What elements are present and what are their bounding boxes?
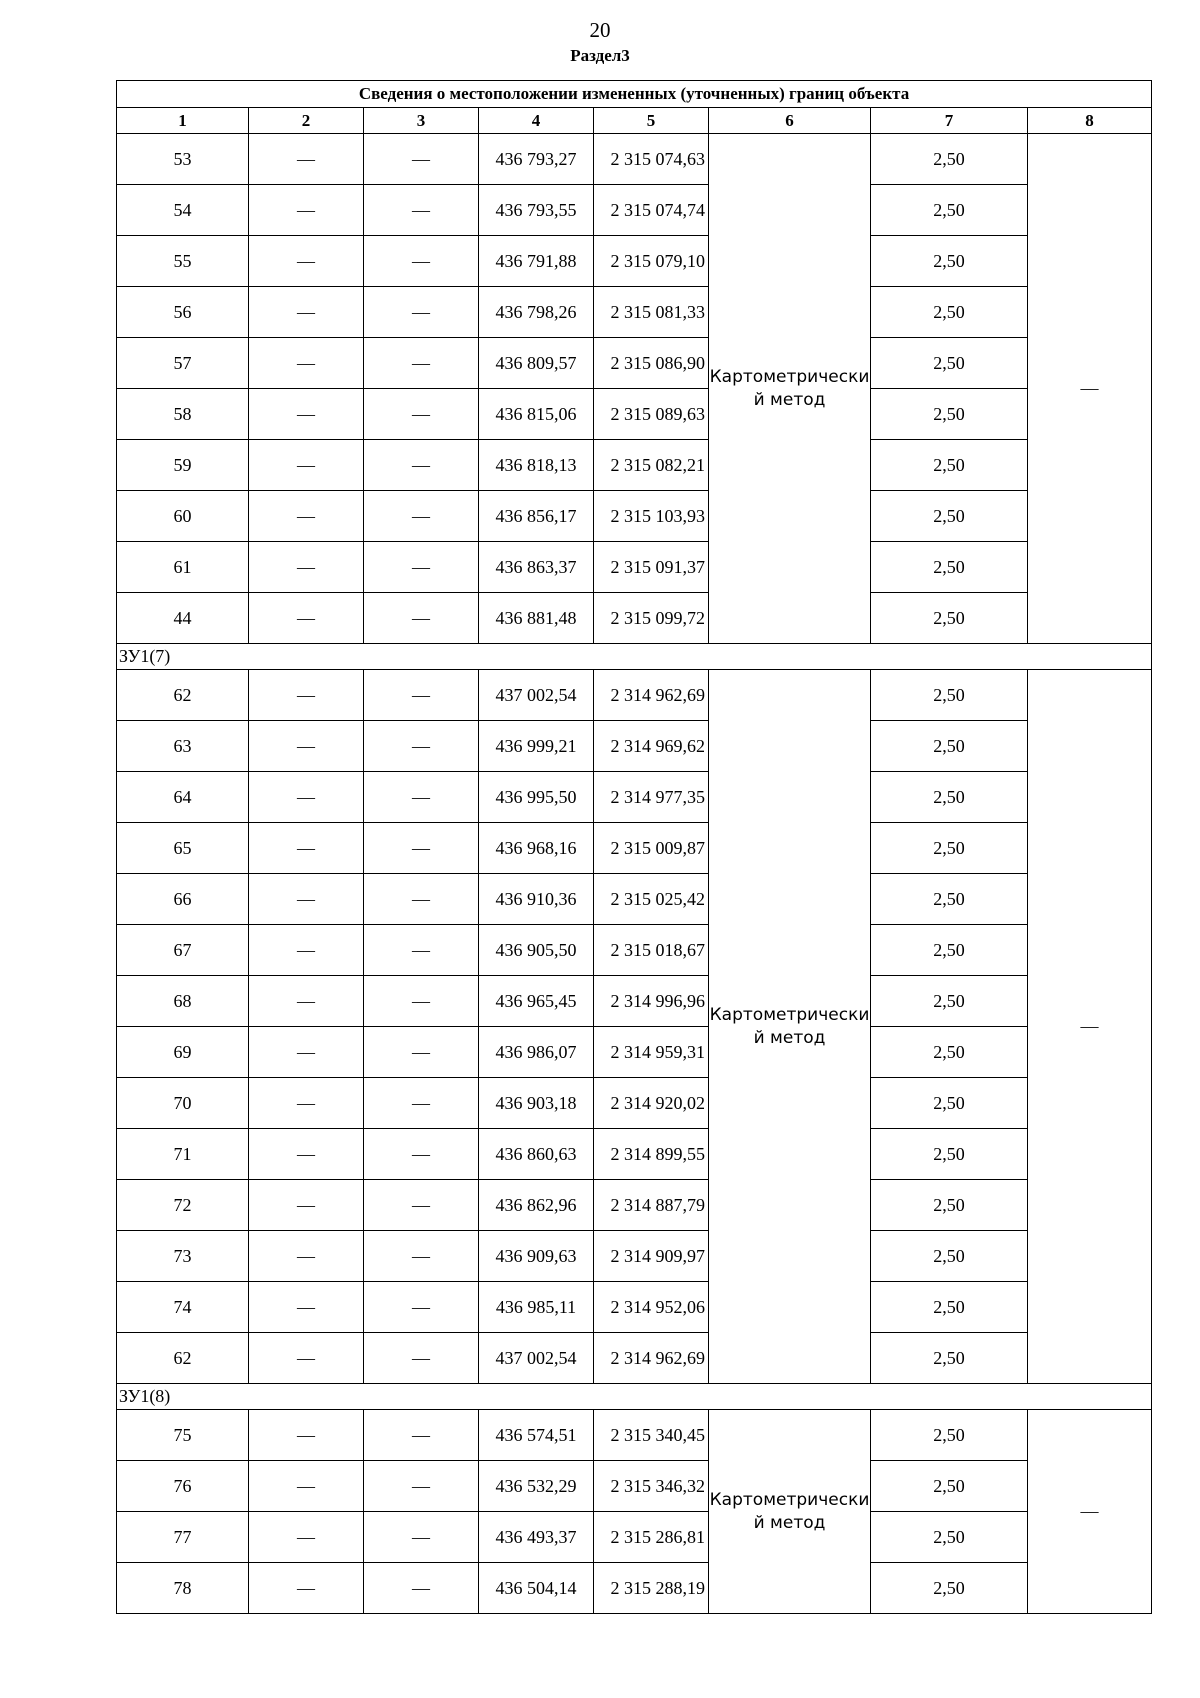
accuracy-value: 2,50 xyxy=(871,1333,1028,1384)
col2-dash: — xyxy=(249,389,364,440)
col2-dash: — xyxy=(249,491,364,542)
coordinate-x: 436 986,07 xyxy=(479,1027,594,1078)
coordinate-y: 2 315 288,19 xyxy=(594,1563,709,1614)
col3-dash: — xyxy=(364,389,479,440)
accuracy-value: 2,50 xyxy=(871,1563,1028,1614)
group-label-row xyxy=(117,1384,1152,1410)
coordinate-x: 436 862,96 xyxy=(479,1180,594,1231)
accuracy-value: 2,50 xyxy=(871,925,1028,976)
col3-dash: — xyxy=(364,440,479,491)
column-number-header: 8 xyxy=(1028,108,1152,134)
point-number: 61 xyxy=(117,542,249,593)
col2-dash: — xyxy=(249,1333,364,1384)
table-title: Сведения о местоположении измененных (уточненных) границ объекта xyxy=(117,81,1152,108)
col3-dash: — xyxy=(364,874,479,925)
group-label: ЗУ1(8) xyxy=(117,1384,1152,1410)
col2-dash: — xyxy=(249,593,364,644)
col2-dash: — xyxy=(249,338,364,389)
accuracy-value: 2,50 xyxy=(871,440,1028,491)
table-row xyxy=(117,1282,1152,1333)
coordinate-y: 2 315 079,10 xyxy=(594,236,709,287)
accuracy-value: 2,50 xyxy=(871,134,1028,185)
col3-dash: — xyxy=(364,1231,479,1282)
page-number: 20 xyxy=(589,18,611,42)
table-row xyxy=(117,236,1152,287)
coordinate-y: 2 314 909,97 xyxy=(594,1231,709,1282)
point-number: 72 xyxy=(117,1180,249,1231)
col2-dash: — xyxy=(249,236,364,287)
coordinate-y: 2 315 074,63 xyxy=(594,134,709,185)
column-number-header: 4 xyxy=(479,108,594,134)
point-number: 44 xyxy=(117,593,249,644)
accuracy-value: 2,50 xyxy=(871,338,1028,389)
col3-dash: — xyxy=(364,721,479,772)
table-row xyxy=(117,772,1152,823)
coordinate-x: 436 791,88 xyxy=(479,236,594,287)
section-title: Раздел3 xyxy=(570,46,630,65)
coordinate-y: 2 314 920,02 xyxy=(594,1078,709,1129)
coordinate-x: 436 809,57 xyxy=(479,338,594,389)
coordinate-x: 436 881,48 xyxy=(479,593,594,644)
table-row xyxy=(117,440,1152,491)
table-row xyxy=(117,925,1152,976)
col2-dash: — xyxy=(249,1282,364,1333)
table-row xyxy=(117,542,1152,593)
col2-dash: — xyxy=(249,1512,364,1563)
col3-dash: — xyxy=(364,185,479,236)
point-number: 62 xyxy=(117,670,249,721)
col3-dash: — xyxy=(364,1078,479,1129)
col2-dash: — xyxy=(249,1129,364,1180)
col2-dash: — xyxy=(249,1078,364,1129)
coordinate-y: 2 315 081,33 xyxy=(594,287,709,338)
point-number: 69 xyxy=(117,1027,249,1078)
coordinate-y: 2 315 074,74 xyxy=(594,185,709,236)
col3-dash: — xyxy=(364,1129,479,1180)
table-row xyxy=(117,976,1152,1027)
col3-dash: — xyxy=(364,823,479,874)
table-row xyxy=(117,389,1152,440)
point-number: 60 xyxy=(117,491,249,542)
coordinate-x: 436 815,06 xyxy=(479,389,594,440)
point-number: 65 xyxy=(117,823,249,874)
table-row xyxy=(117,338,1152,389)
coordinate-x: 436 965,45 xyxy=(479,976,594,1027)
point-number: 75 xyxy=(117,1410,249,1461)
point-number: 55 xyxy=(117,236,249,287)
accuracy-value: 2,50 xyxy=(871,236,1028,287)
coordinate-y: 2 315 103,93 xyxy=(594,491,709,542)
accuracy-value: 2,50 xyxy=(871,1512,1028,1563)
method-cell: Картометрически й метод xyxy=(709,1410,871,1614)
table-row xyxy=(117,1512,1152,1563)
coordinate-y: 2 314 899,55 xyxy=(594,1129,709,1180)
point-number: 54 xyxy=(117,185,249,236)
table-row xyxy=(117,670,1152,721)
accuracy-value: 2,50 xyxy=(871,1078,1028,1129)
col2-dash: — xyxy=(249,772,364,823)
coordinate-x: 436 909,63 xyxy=(479,1231,594,1282)
point-number: 74 xyxy=(117,1282,249,1333)
coordinate-y: 2 315 091,37 xyxy=(594,542,709,593)
point-number: 56 xyxy=(117,287,249,338)
coordinate-x: 437 002,54 xyxy=(479,1333,594,1384)
point-number: 53 xyxy=(117,134,249,185)
accuracy-value: 2,50 xyxy=(871,772,1028,823)
coordinate-y: 2 315 086,90 xyxy=(594,338,709,389)
coordinate-y: 2 314 887,79 xyxy=(594,1180,709,1231)
col3-dash: — xyxy=(364,976,479,1027)
col2-dash: — xyxy=(249,287,364,338)
accuracy-value: 2,50 xyxy=(871,670,1028,721)
col2-dash: — xyxy=(249,1231,364,1282)
col2-dash: — xyxy=(249,976,364,1027)
table-row xyxy=(117,1231,1152,1282)
point-number: 66 xyxy=(117,874,249,925)
accuracy-value: 2,50 xyxy=(871,185,1028,236)
col3-dash: — xyxy=(364,338,479,389)
coordinate-x: 436 905,50 xyxy=(479,925,594,976)
table-row xyxy=(117,185,1152,236)
point-number: 59 xyxy=(117,440,249,491)
column-number-header: 3 xyxy=(364,108,479,134)
col2-dash: — xyxy=(249,1461,364,1512)
accuracy-value: 2,50 xyxy=(871,1410,1028,1461)
coordinate-x: 436 863,37 xyxy=(479,542,594,593)
coordinate-y: 2 315 286,81 xyxy=(594,1512,709,1563)
coordinate-x: 436 818,13 xyxy=(479,440,594,491)
table-row xyxy=(117,1461,1152,1512)
coordinate-x: 436 985,11 xyxy=(479,1282,594,1333)
coordinate-x: 436 995,50 xyxy=(479,772,594,823)
accuracy-value: 2,50 xyxy=(871,1027,1028,1078)
column-number-header: 6 xyxy=(709,108,871,134)
coordinate-y: 2 314 977,35 xyxy=(594,772,709,823)
col2-dash: — xyxy=(249,440,364,491)
table-row xyxy=(117,721,1152,772)
coordinate-x: 436 999,21 xyxy=(479,721,594,772)
col2-dash: — xyxy=(249,134,364,185)
group-label-row xyxy=(117,644,1152,670)
coordinate-x: 436 793,55 xyxy=(479,185,594,236)
table-row xyxy=(117,593,1152,644)
table-row xyxy=(117,491,1152,542)
col3-dash: — xyxy=(364,287,479,338)
col2-dash: — xyxy=(249,1027,364,1078)
group-label: ЗУ1(7) xyxy=(117,644,1152,670)
col2-dash: — xyxy=(249,1410,364,1461)
table-row xyxy=(117,874,1152,925)
table-row xyxy=(117,1180,1152,1231)
col3-dash: — xyxy=(364,1282,479,1333)
col3-dash: — xyxy=(364,1512,479,1563)
coordinate-y: 2 314 962,69 xyxy=(594,670,709,721)
table-row xyxy=(117,287,1152,338)
point-number: 76 xyxy=(117,1461,249,1512)
col2-dash: — xyxy=(249,1563,364,1614)
col2-dash: — xyxy=(249,925,364,976)
coordinate-y: 2 315 089,63 xyxy=(594,389,709,440)
method-cell: Картометрически й метод xyxy=(709,670,871,1384)
col3-dash: — xyxy=(364,593,479,644)
coordinate-y: 2 315 025,42 xyxy=(594,874,709,925)
col3-dash: — xyxy=(364,134,479,185)
coordinate-x: 436 493,37 xyxy=(479,1512,594,1563)
col2-dash: — xyxy=(249,542,364,593)
col2-dash: — xyxy=(249,823,364,874)
col8-dash: — xyxy=(1028,1410,1152,1614)
accuracy-value: 2,50 xyxy=(871,389,1028,440)
table-row xyxy=(117,134,1152,185)
coordinate-y: 2 315 009,87 xyxy=(594,823,709,874)
col2-dash: — xyxy=(249,874,364,925)
point-number: 73 xyxy=(117,1231,249,1282)
col3-dash: — xyxy=(364,1180,479,1231)
accuracy-value: 2,50 xyxy=(871,542,1028,593)
col3-dash: — xyxy=(364,1461,479,1512)
point-number: 70 xyxy=(117,1078,249,1129)
point-number: 67 xyxy=(117,925,249,976)
accuracy-value: 2,50 xyxy=(871,874,1028,925)
point-number: 78 xyxy=(117,1563,249,1614)
col2-dash: — xyxy=(249,1180,364,1231)
col3-dash: — xyxy=(364,1410,479,1461)
coordinate-x: 436 504,14 xyxy=(479,1563,594,1614)
coordinate-y: 2 314 969,62 xyxy=(594,721,709,772)
coordinate-y: 2 314 959,31 xyxy=(594,1027,709,1078)
column-number-header: 5 xyxy=(594,108,709,134)
col8-dash: — xyxy=(1028,670,1152,1384)
coordinate-y: 2 315 340,45 xyxy=(594,1410,709,1461)
table-row xyxy=(117,1078,1152,1129)
coordinate-x: 437 002,54 xyxy=(479,670,594,721)
point-number: 62 xyxy=(117,1333,249,1384)
accuracy-value: 2,50 xyxy=(871,593,1028,644)
col3-dash: — xyxy=(364,236,479,287)
col2-dash: — xyxy=(249,721,364,772)
col2-dash: — xyxy=(249,670,364,721)
accuracy-value: 2,50 xyxy=(871,823,1028,874)
table-row xyxy=(117,1129,1152,1180)
col3-dash: — xyxy=(364,670,479,721)
coordinate-x: 436 532,29 xyxy=(479,1461,594,1512)
table-row xyxy=(117,1027,1152,1078)
accuracy-value: 2,50 xyxy=(871,721,1028,772)
point-number: 77 xyxy=(117,1512,249,1563)
coordinate-x: 436 860,63 xyxy=(479,1129,594,1180)
coordinate-x: 436 968,16 xyxy=(479,823,594,874)
col3-dash: — xyxy=(364,772,479,823)
coordinate-y: 2 314 962,69 xyxy=(594,1333,709,1384)
point-number: 58 xyxy=(117,389,249,440)
column-number-header: 2 xyxy=(249,108,364,134)
coordinate-y: 2 315 082,21 xyxy=(594,440,709,491)
coordinate-x: 436 798,26 xyxy=(479,287,594,338)
col3-dash: — xyxy=(364,542,479,593)
point-number: 63 xyxy=(117,721,249,772)
point-number: 71 xyxy=(117,1129,249,1180)
table-row xyxy=(117,1410,1152,1461)
coordinate-y: 2 315 346,32 xyxy=(594,1461,709,1512)
accuracy-value: 2,50 xyxy=(871,1282,1028,1333)
col3-dash: — xyxy=(364,1563,479,1614)
coordinate-y: 2 314 952,06 xyxy=(594,1282,709,1333)
coordinate-x: 436 856,17 xyxy=(479,491,594,542)
coordinate-y: 2 315 018,67 xyxy=(594,925,709,976)
table-row xyxy=(117,1563,1152,1614)
coordinate-x: 436 793,27 xyxy=(479,134,594,185)
column-number-header: 1 xyxy=(117,108,249,134)
accuracy-value: 2,50 xyxy=(871,491,1028,542)
accuracy-value: 2,50 xyxy=(871,287,1028,338)
coordinate-x: 436 910,36 xyxy=(479,874,594,925)
accuracy-value: 2,50 xyxy=(871,1129,1028,1180)
coordinate-y: 2 315 099,72 xyxy=(594,593,709,644)
coordinate-y: 2 314 996,96 xyxy=(594,976,709,1027)
point-number: 57 xyxy=(117,338,249,389)
accuracy-value: 2,50 xyxy=(871,976,1028,1027)
col3-dash: — xyxy=(364,925,479,976)
coordinate-x: 436 574,51 xyxy=(479,1410,594,1461)
col3-dash: — xyxy=(364,1333,479,1384)
method-cell: Картометрически й метод xyxy=(709,134,871,644)
accuracy-value: 2,50 xyxy=(871,1231,1028,1282)
table-row xyxy=(117,1333,1152,1384)
table-row xyxy=(117,823,1152,874)
column-number-header: 7 xyxy=(871,108,1028,134)
col2-dash: — xyxy=(249,185,364,236)
table-body xyxy=(117,134,1152,1614)
accuracy-value: 2,50 xyxy=(871,1461,1028,1512)
col8-dash: — xyxy=(1028,134,1152,644)
point-number: 68 xyxy=(117,976,249,1027)
col3-dash: — xyxy=(364,491,479,542)
col3-dash: — xyxy=(364,1027,479,1078)
coordinate-x: 436 903,18 xyxy=(479,1078,594,1129)
point-number: 64 xyxy=(117,772,249,823)
boundary-coordinates-table xyxy=(116,80,1152,1614)
accuracy-value: 2,50 xyxy=(871,1180,1028,1231)
